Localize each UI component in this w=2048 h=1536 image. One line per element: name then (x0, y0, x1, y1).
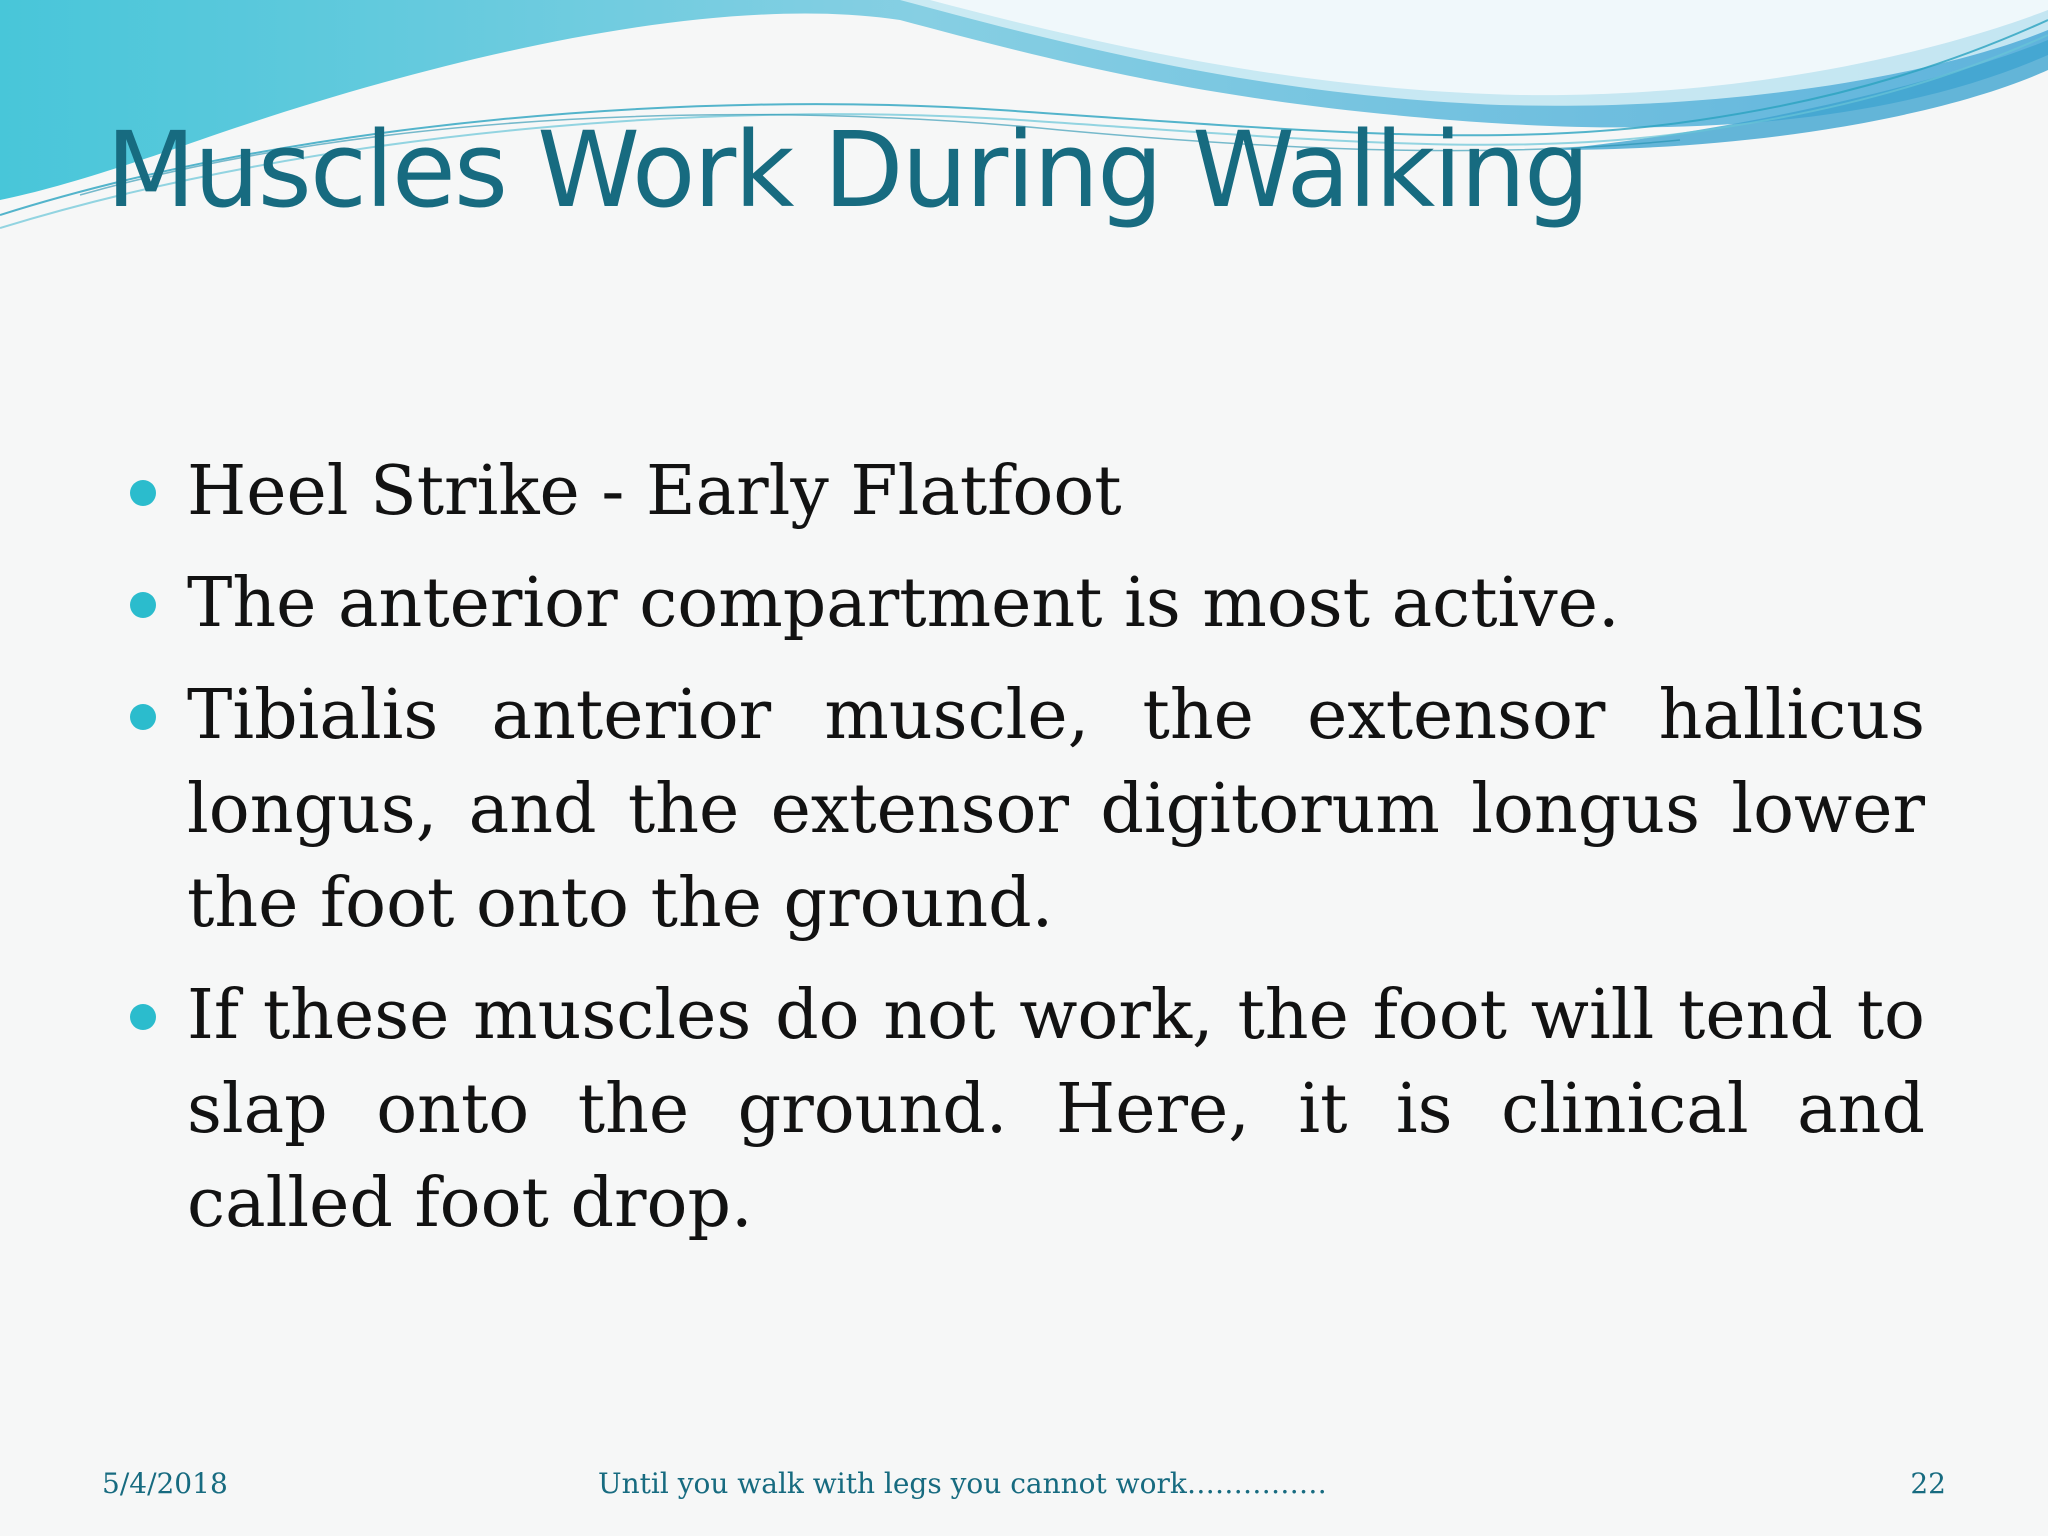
bullet-item (130, 445, 1925, 539)
bullet-item (130, 669, 1925, 951)
bullet-item (130, 557, 1925, 651)
bullet-text: If these muscles do not work, the foot will tend to slap onto the ground. Here, it is clinical and called foot drop. (187, 976, 1925, 1243)
bullet-dot-icon (130, 704, 156, 730)
slide-title: Muscles Work During Walking (106, 109, 1589, 231)
bullet-list (130, 445, 1925, 1269)
bullet-text: Heel Strike - Early Flatfoot (187, 452, 1122, 531)
bullet-dot-icon (130, 1004, 156, 1030)
page-number: 22 (1910, 1467, 1946, 1500)
footer-date: 5/4/2018 (102, 1467, 228, 1500)
footer-text: Until you walk with legs you cannot work…………… (598, 1467, 1327, 1500)
bullet-dot-icon (130, 480, 156, 506)
bullet-text: Tibialis anterior muscle, the extensor hallicus longus, and the extensor digitorum longus lower the foot onto the ground. (187, 676, 1925, 943)
bullet-text: The anterior compartment is most active. (187, 564, 1620, 643)
bullet-dot-icon (130, 592, 156, 618)
bullet-item (130, 969, 1925, 1251)
